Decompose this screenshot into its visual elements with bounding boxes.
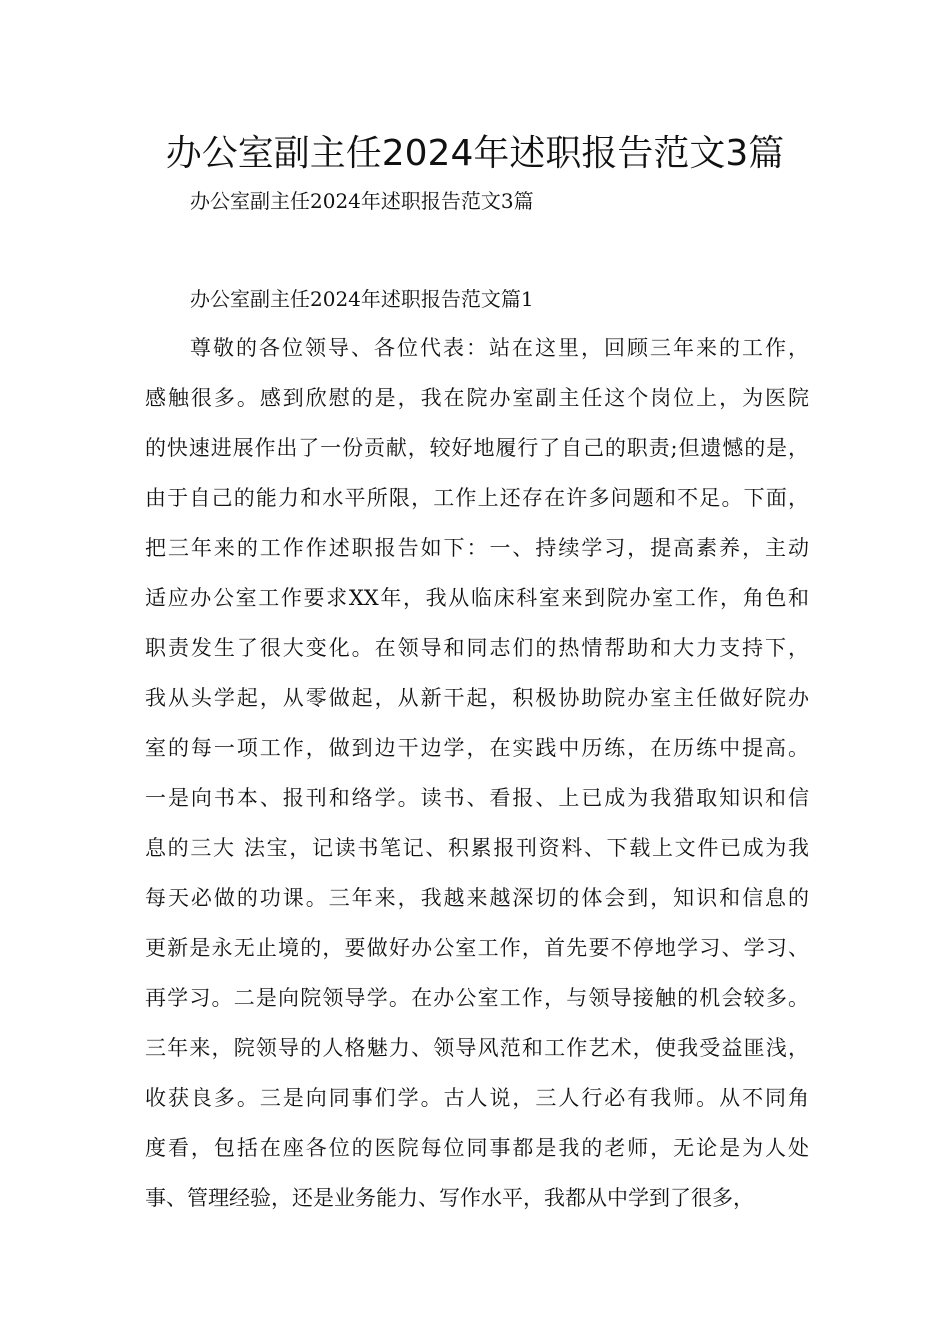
body-line: 收获良多。三是向同事们学。古人说，三人行必有我师。从不同角 (145, 1086, 809, 1110)
body-paragraph (145, 330, 809, 1230)
body-line: 每天必做的功课。三年来，我越来越深切的体会到，知识和信息的 (145, 886, 809, 910)
body-line: 的快速进展作出了一份贡献，较好地履行了自己的职责;但遗憾的是， (145, 436, 809, 460)
body-line: 我从头学起，从零做起，从新干起，积极协助院办室主任做好院办 (145, 686, 809, 710)
body-line: 室的每一项工作，做到边干边学，在实践中历练，在历练中提高。 (145, 736, 809, 760)
body-line: 由于自己的能力和水平所限，工作上还存在许多问题和不足。下面， (145, 486, 809, 510)
body-line: 三年来，院领导的人格魅力、领导风范和工作艺术，使我受益匪浅， (145, 1036, 809, 1060)
body-line: 适应办公室工作要求XX年，我从临床科室来到院办室工作，角色和 (145, 586, 809, 610)
document-subtitle: 办公室副主任2024年述职报告范文3篇 (190, 189, 534, 213)
body-line: 息的三大 法宝，记读书笔记、积累报刊资料、下载上文件已成为我 (145, 836, 809, 860)
body-line: 度看，包括在座各位的医院每位同事都是我的老师，无论是为人处 (145, 1136, 809, 1160)
body-line: 尊敬的各位领导、各位代表：站在这里，回顾三年来的工作， (190, 336, 809, 360)
document-title: 办公室副主任2024年述职报告范文3篇 (165, 133, 785, 174)
body-line: 再学习。二是向院领导学。在办公室工作，与领导接触的机会较多。 (145, 986, 809, 1010)
body-line: 一是向书本、报刊和络学。读书、看报、上已成为我猎取知识和信 (145, 786, 809, 810)
body-line: 把三年来的工作作述职报告如下：一、持续学习，提高素养，主动 (145, 536, 809, 560)
body-line: 职责发生了很大变化。在领导和同志们的热情帮助和大力支持下， (145, 636, 809, 660)
body-line: 事、管理经验，还是业务能力、写作水平，我都从中学到了很多， (145, 1186, 754, 1210)
body-line: 感触很多。感到欣慰的是，我在院办室副主任这个岗位上，为医院 (145, 386, 809, 410)
section-heading: 办公室副主任2024年述职报告范文篇1 (190, 287, 534, 311)
body-line: 更新是永无止境的，要做好办公室工作，首先要不停地学习、学习、 (145, 936, 809, 960)
